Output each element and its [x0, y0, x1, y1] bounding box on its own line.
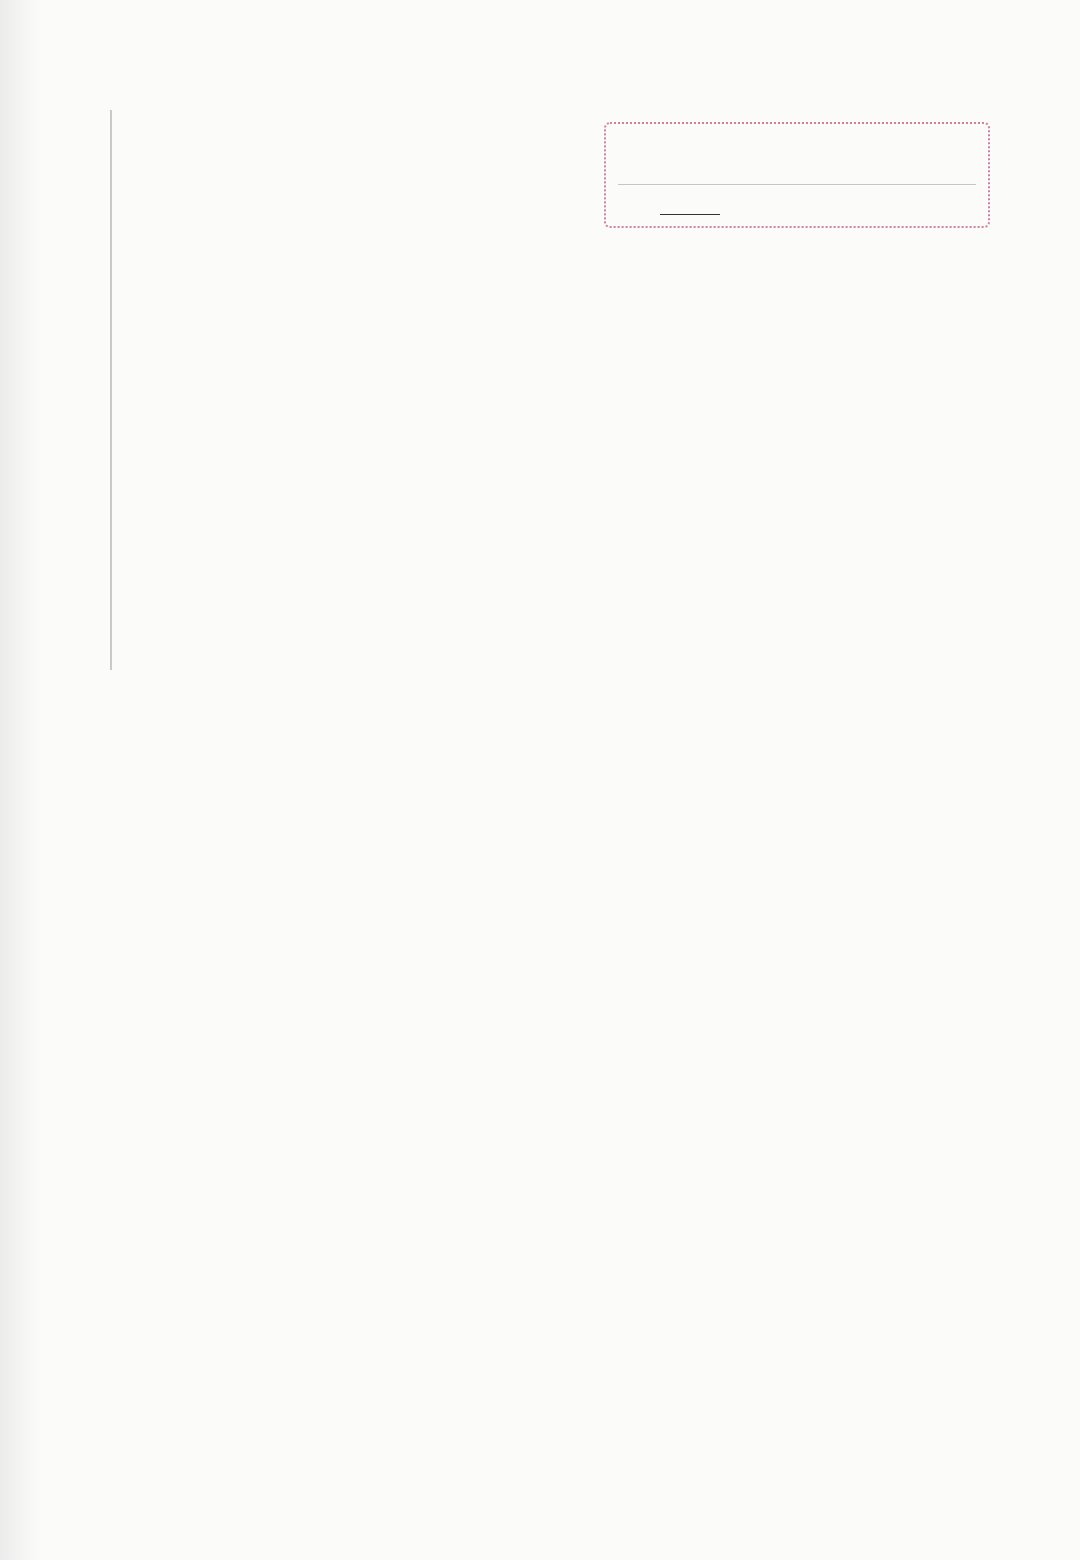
info-divider: [618, 184, 976, 185]
difficulty-score-row: [622, 194, 722, 218]
side-rail: [64, 110, 116, 690]
page-fold-shadow: [0, 0, 40, 1560]
story-title: [146, 274, 998, 314]
score-blank-field[interactable]: [660, 196, 720, 215]
story-little-fox-and-crow: [146, 1208, 998, 1248]
side-divider-line: [110, 110, 112, 670]
story-fox-and-goat: [146, 274, 998, 314]
story-title: [146, 1208, 998, 1248]
page-footer: [0, 1462, 1080, 1486]
exam-info-box: [604, 122, 990, 228]
